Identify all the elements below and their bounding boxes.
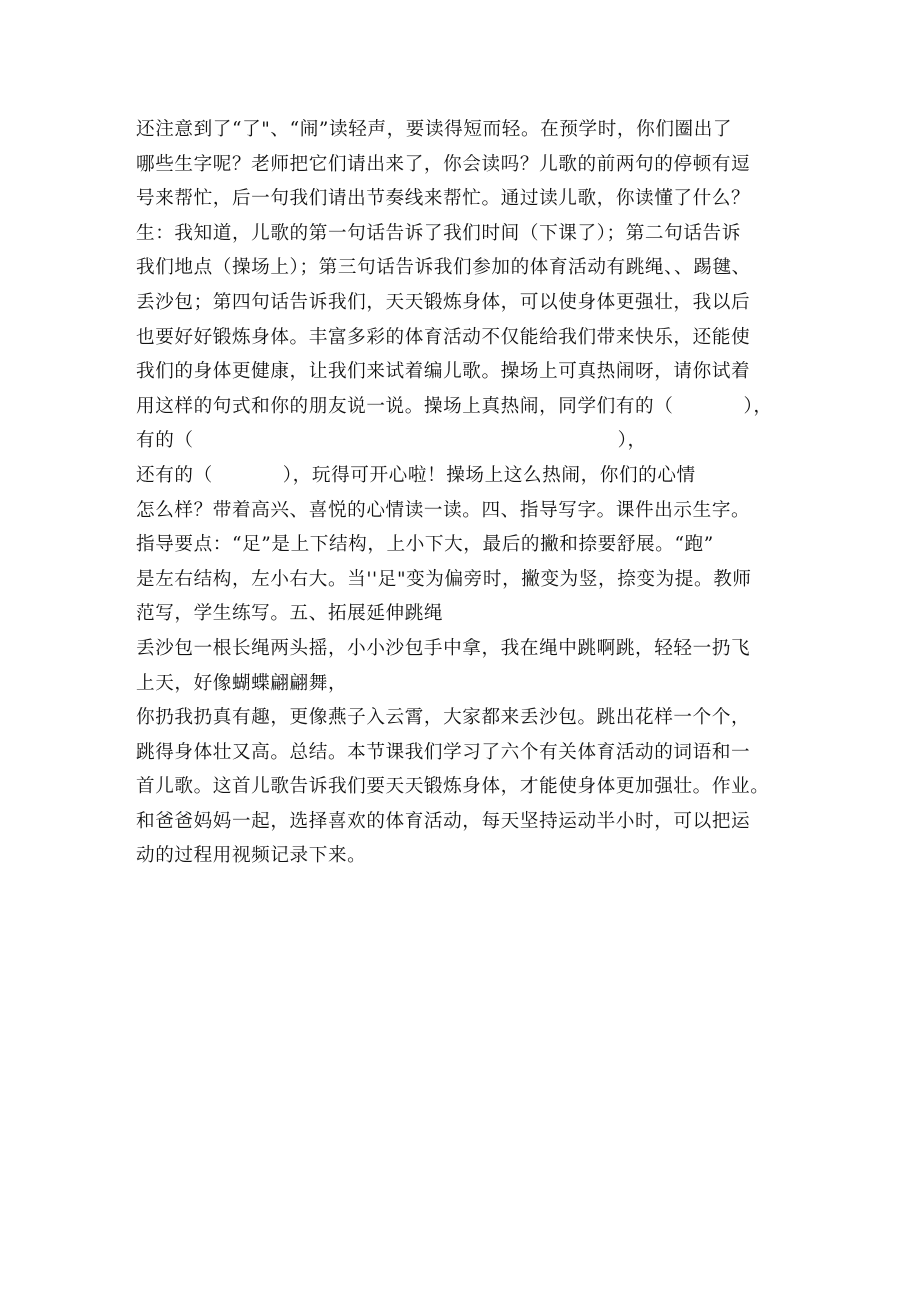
text-line: 还注意到了“了"、“闹”读轻声，要读得短而轻。在预学时，你们圈出了 <box>136 119 733 140</box>
text-line: 是左右结构，左小右大。当''足"变为偏旁时，撇变为竖，捺变为提。教师 <box>136 568 752 590</box>
fill-blank-line <box>136 390 796 425</box>
fill-blank-line <box>136 424 796 459</box>
text-segment: ），玩得可开心啦！操场上这么热闹，你们的心情 <box>282 464 696 486</box>
text-segment: ）， <box>617 430 647 452</box>
text-line: 丢沙包；第四句话告诉我们，天天锻炼身体，可以使身体更强壮，我以后 <box>136 291 751 313</box>
text-line: 跳得身体壮又高。总结。本节课我们学习了六个有关体育活动的词语和一 <box>136 741 751 763</box>
text-line: 范写，学生练写。五、拓展延伸跳绳 <box>136 603 444 625</box>
text-line: 生：我知道，儿歌的第一句话告诉了我们时间（下课了）；第二句话告诉 <box>136 222 741 244</box>
text-line: 你扔我扔真有趣，更像燕子入云霄，大家都来丢沙包。跳出花样一个个， <box>136 707 751 729</box>
text-line: 号来帮忙，后一句我们请出节奏线来帮忙。通过读儿歌，你读懂了什么？ <box>136 188 751 210</box>
text-line: 和爸爸妈妈一起，选择喜欢的体育活动，每天坚持运动半小时，可以把运 <box>136 810 751 832</box>
text-line: 怎么样？带着高兴、喜悦的心情读一读。四、指导写字。课件出示生字。 <box>136 499 751 521</box>
text-line: 指导要点：“足”是上下结构，上小下大，最后的撇和捺要舒展。“跑” <box>136 534 714 556</box>
text-segment: 有的（ <box>136 430 194 452</box>
text-line: 动的过程用视频记录下来。 <box>136 845 367 867</box>
text-segment: ）， <box>743 395 773 417</box>
text-line: 丢沙包一根长绳两头摇，小小沙包手中拿，我在绳中跳啊跳，轻轻一扔飞 <box>136 637 751 659</box>
body-text <box>136 113 796 874</box>
text-segment: 还有的（ <box>136 464 213 486</box>
text-line: 也要好好锻炼身体。丰富多彩的体育活动不仅能给我们带来快乐，还能使 <box>136 326 751 348</box>
fill-blank-line <box>136 459 796 494</box>
text-line: 首儿歌。这首儿歌告诉我们要天天锻炼身体，才能使身体更加强壮。作业。 <box>136 776 770 798</box>
text-line: 我们的身体更健康，让我们来试着编儿歌。操场上可真热闹呀，请你试着 <box>136 361 751 383</box>
text-line: 上天，好像蝴蝶翩翩舞， <box>136 672 348 694</box>
text-line: 哪些生字呢？老师把它们请出来了，你会读吗？儿歌的前两句的停顿有逗 <box>136 153 751 175</box>
text-segment: 用这样的句式和你的朋友说一说。操场上真热闹，同学们有的（ <box>136 395 674 417</box>
text-line: 我们地点（操场上）；第三句话告诉我们参加的体育活动有跳绳、、踢毽、 <box>136 257 751 279</box>
